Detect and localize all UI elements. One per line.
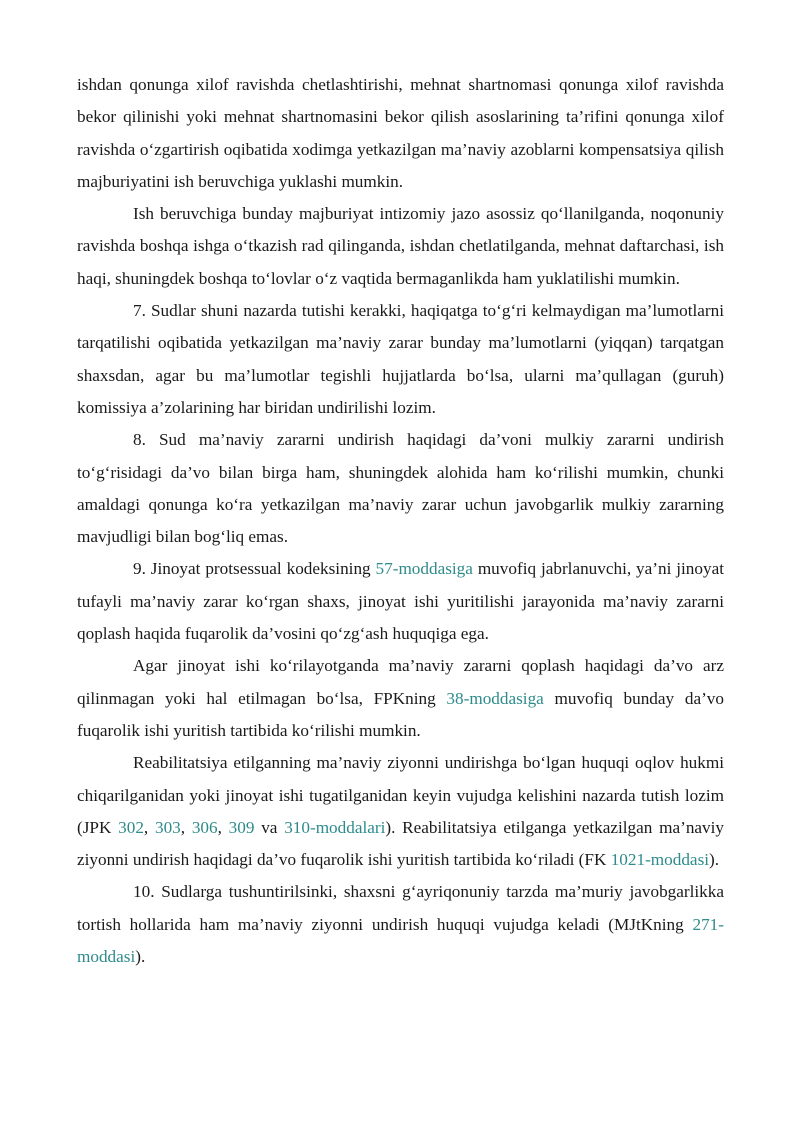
paragraph-text: , [180,817,192,837]
link-303[interactable]: 303 [154,817,181,837]
link-310-moddalari[interactable]: 310-moddalari [284,817,386,837]
paragraph-6 [77,650,724,747]
paragraph-text: ). [135,947,146,967]
paragraph-1 [77,69,724,198]
link-302[interactable]: 302 [118,817,144,837]
paragraph-text: muvofiq jabrlanuvchi, ya’ni jinoyat tufayli ma’naviy zarar ko‘rgan shaxs, jinoyat ishi yuritilishi jarayonida ma’naviy zararni qoplash haqida fuqarolik da’vosini qo‘zg‘ash huquqiga ega. [77,559,724,644]
paragraph-2 [77,198,724,295]
paragraph-text: ). [709,850,720,870]
link-57-moddasiga[interactable]: 57-moddasiga [375,559,473,579]
paragraph-text: , [143,817,155,837]
paragraph-text: 10. Sudlarga tushuntirilsinki, shaxsni g‘ayriqonuniy tarzda ma’muriy javobgarlikka tortish hollarida ham ma’naviy ziyonni undirish huquqi vujudga keladi (MJtKning [77,882,724,934]
paragraph-7 [77,747,724,876]
paragraph-3 [77,295,724,424]
paragraph-4 [77,424,724,553]
paragraph-8 [77,876,724,973]
link-306[interactable]: 306 [191,817,218,837]
paragraph-text: Agar jinoyat ishi ko‘rilayotganda ma’naviy zararni qoplash haqidagi da’vo arz qilinmagan yoki hal etilmagan bo‘lsa, FPKning [77,656,724,708]
paragraph-5 [77,553,724,650]
paragraph-text: ). Reabilitatsiya etilganga yetkazilgan ma’naviy ziyonni undirish haqidagi da’vo fuqarolik ishi yuritish tartibida ko‘riladi (FK [77,817,725,870]
link-38-moddasiga[interactable]: 38-moddasiga [446,688,544,708]
link-309[interactable]: 309 [228,817,255,837]
paragraph-text: 7. Sudlar shuni nazarda tutishi kerakki, haqiqatga to‘g‘ri kelmaydigan ma’lumotlarni tarqatilishi oqibatida yetkazilgan ma’naviy zarar bunday ma’lumotlarni (yiqqan) tarqatgan shaxsdan, agar bu ma’lumotlar tegishli hujjatlarda bo‘lsa, ularni ma’qullagan (guruh) komissiya a’zolarining har biridan undirilishi lozim. [77,301,724,417]
paragraph-text: 9. Jinoyat protsessual kodeksining [133,559,376,579]
paragraph-text: muvofiq bunday da’vo fuqarolik ishi yuritish tartibida ko‘rilishi mumkin. [77,688,724,740]
link-271-moddasi[interactable]: 271-moddasi [77,914,724,967]
paragraph-text: va [254,817,285,837]
paragraph-text: Reabilitatsiya etilganning ma’naviy ziyonni undirishga bo‘lgan huquqi oqlov hukmi chiqarilganidan yoki jinoyat ishi tugatilganidan keyin vujudga kelishini nazarda tutish lozim (JPK [77,753,724,837]
document-page [77,69,724,973]
paragraph-text: , [217,817,229,837]
paragraph-text: ishdan qonunga xilof ravishda chetlashtirishi, mehnat shartnomasi qonunga xilof ravishda bekor qilinishi yoki mehnat shartnomasini bekor qilish asoslarining ta’rifini qonunga xilof ravishda o‘zgartirish oqibatida xodimga yetkazilgan ma’naviy azoblarni kompensatsiya qilish majburiyatini ish beruvchiga yuklashi mumkin. [77,75,724,191]
link-1021-moddasi[interactable]: 1021-moddasi [610,850,710,870]
paragraph-text: 8. Sud ma’naviy zararni undirish haqidagi da’voni mulkiy zararni undirish to‘g‘risidagi da’vo bilan birga ham, shuningdek alohida ham ko‘rilishi mumkin, chunki amaldagi qonunga ko‘ra yetkazilgan ma’naviy zarar uchun javobgarlik mulkiy zararning mavjudligi bilan bog‘liq emas. [77,430,724,547]
paragraph-text: Ish beruvchiga bunday majburiyat intizomiy jazo asossiz qo‘llanilganda, noqonuniy ravishda boshqa ishga o‘tkazish rad qilinganda, ishdan chetlatilganda, mehnat daftarchasi, ish haqi, shuningdek boshqa to‘lovlar o‘z vaqtida bermaganlikda ham yuklatilishi mumkin. [77,204,724,288]
